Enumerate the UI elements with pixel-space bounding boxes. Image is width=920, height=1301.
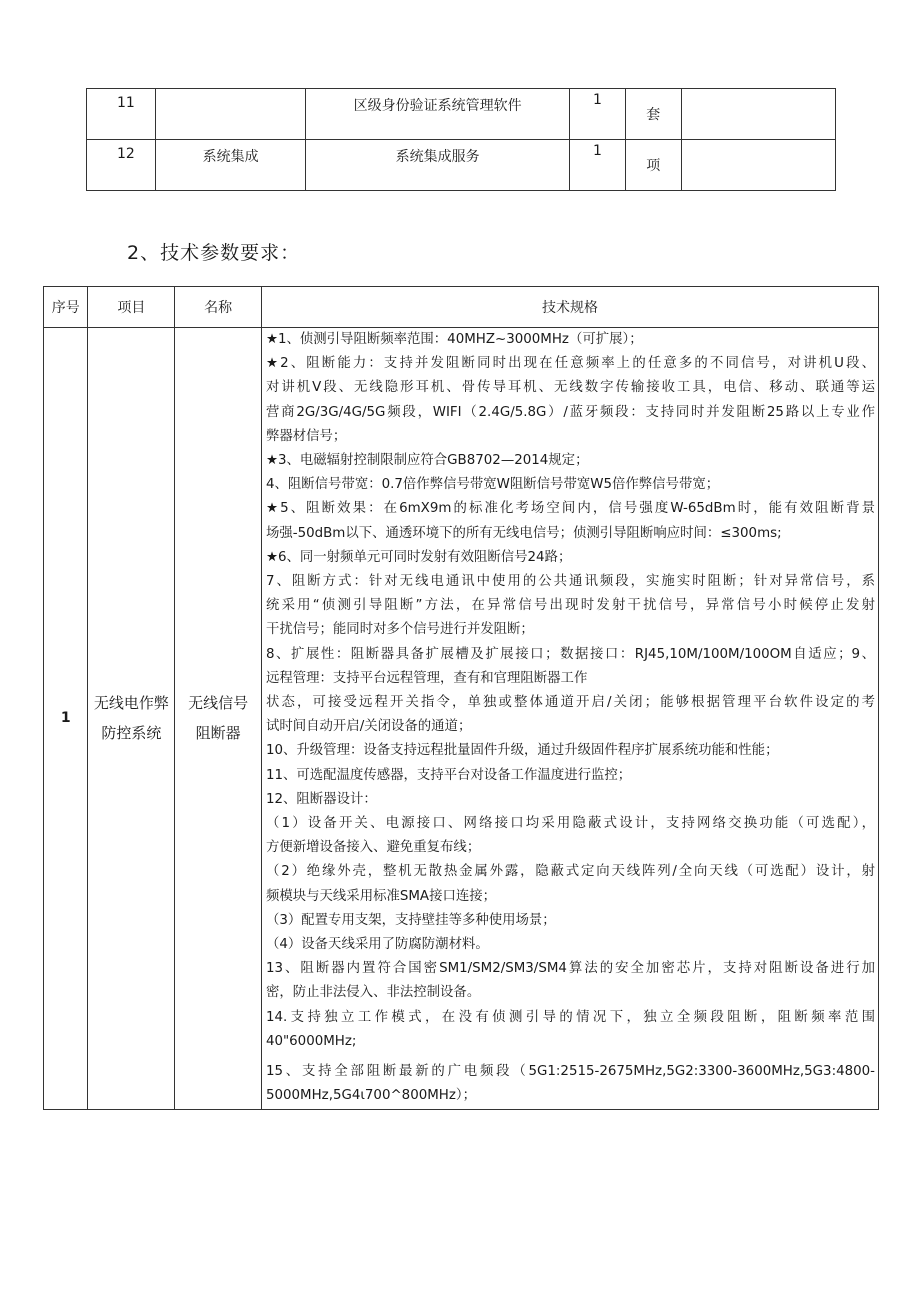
row-category: 系统集成: [155, 140, 305, 191]
spec-line: 10、升级管理：设备支持远程批量固件升级，通过升级固件程序扩展系统功能和性能；: [265, 743, 779, 759]
header-name: 名称: [175, 287, 262, 328]
spec-line: 试时间自动开启/关闭设备的通道；: [265, 719, 472, 735]
spec-line: ★1、侦测引导阻断频率范围：40MHZ~3000MHz（可扩展）；: [265, 332, 643, 347]
spec-line: （1）设备开关、电源接口、网络接口均采用隐蔽式设计，支持网络交换功能（可选配），: [265, 816, 875, 832]
row-remark: [681, 140, 835, 191]
spec-text: [261, 328, 878, 1110]
spec-line: 5000MHz,5G4ι700^800MHz）；: [265, 1088, 476, 1104]
table-header-row: [44, 287, 879, 328]
row-item-line: 防控系统: [101, 724, 162, 743]
row-seq: 1: [44, 328, 88, 1110]
row-number: 12: [87, 140, 156, 191]
row-unit: 套: [625, 89, 681, 140]
row-item-name: 系统集成服务: [306, 140, 570, 191]
spec-line: ★5、阻断效果：在6mX9m的标准化考场空间内，信号强度W-65dBm时，能有效阻断背景: [265, 501, 875, 517]
row-name-line: 阻断器: [195, 724, 241, 743]
row-remark: [681, 89, 835, 140]
spec-line: 状态，可接受远程开关指令，单独或整体通道开启/关闭；能够根据管理平台软件设定的考: [265, 695, 875, 711]
row-name-line: 无线信号: [188, 694, 249, 713]
table-row: [44, 328, 879, 1110]
spec-line: 统采用“侦测引导阻断”方法，在异常信号出现时发射干扰信号，异常信号小时候停止发射: [265, 598, 875, 614]
table-row: [87, 140, 836, 191]
row-quantity: 1: [570, 89, 626, 140]
spec-line: 8、扩展性：阻断器具备扩展槽及扩展接口；数据接口：RJ45,10M∕100M/100OM自适应；9、: [265, 646, 875, 662]
row-item: [88, 328, 175, 1110]
tech-spec-table: [43, 286, 879, 1110]
spec-line: （3）配置专用支架，支持壁挂等多种使用场景；: [265, 912, 556, 928]
row-unit: 项: [625, 140, 681, 191]
spec-line: ★2、阻断能力：支持并发阻断同时出现在任意频率上的任意多的不同信号，对讲机U段、: [265, 356, 875, 372]
spec-line: 对讲机V段、无线隐形耳机、骨传导耳机、无线数字传输接收工具，电信、移动、联通等运: [265, 380, 875, 396]
spec-line: （2）绝缘外壳，整机无散热金属外露，隐蔽式定向天线阵列/全向天线（可选配）设计，射: [265, 864, 875, 880]
spec-line: 14.支持独立工作模式，在没有侦测引导的情况下，独立全频段阻断，阻断频率范围: [265, 1009, 875, 1025]
spec-line: 场强-50dBm以下、通透环境下的所有无线电信号；侦测引导阻断响应时间：≤300ms;: [265, 525, 782, 541]
row-quantity: 1: [570, 140, 626, 191]
spec-line: 密，防止非法侵入、非法控制设备。: [265, 985, 481, 1001]
row-item-line: 无线电作弊: [93, 694, 169, 713]
spec-line: 40"6000MHz;: [265, 1033, 357, 1049]
procurement-list-table: [86, 88, 836, 191]
spec-line: 频模块与天线采用标准SMA接口连接；: [265, 888, 497, 904]
header-seq: 序号: [44, 287, 88, 328]
spec-line: （4）设备天线采用了防腐防潮材料。: [265, 937, 489, 953]
row-category: [155, 89, 305, 140]
row-name: [175, 328, 262, 1110]
spec-line: 方便新增设备接入、避免重复布线；: [265, 840, 481, 856]
spec-line: 12、阻断器设计：: [265, 791, 377, 807]
spec-line: 干扰信号；能同时对多个信号进行并发阻断；: [265, 622, 534, 638]
spec-line: 营商2G/3G/4G/5G频段，WIFI（2.4G∕5.8G）/蓝牙频段：支持同时并发阻断25路以上专业作: [265, 404, 875, 420]
spec-line: 11、可选配温度传感器，支持平台对设备工作温度进行监控；: [265, 767, 632, 783]
table-row: [87, 89, 836, 140]
header-item: 项目: [88, 287, 175, 328]
spec-line: ★3、电磁辐射控制限制应符合GB8702—2014规定；: [265, 453, 589, 469]
spec-line: 13、阻断器内置符合国密SM1/SM2/SM3/SM4算法的安全加密芯片，支持对阻断设备进行加: [265, 961, 875, 977]
spec-line: 远程管理：支持平台远程管理，查有和官理阻断器工作: [265, 670, 588, 686]
spec-line: 7、阻断方式：针对无线电通讯中使用的公共通讯频段，实施实时阻断；针对异常信号，系: [265, 574, 875, 590]
spec-line: 4、阻断信号带宽：0.7倍作弊信号带宽W阻断信号带宽W5倍作弊信号带宽；: [265, 477, 720, 493]
spec-line: ★6、同一射频单元可同时发射有效阻断信号24路；: [265, 549, 572, 565]
header-spec: 技术规格: [261, 287, 878, 328]
section-heading: 2、技术参数要求：: [127, 242, 301, 264]
row-item-name: 区级身份验证系统管理软件: [306, 89, 570, 140]
spec-line: 15、支持全部阻断最新的广电频段（5G1:2515-2675MHz,5G2:3300-3600MHz,5G3:4800-: [265, 1064, 875, 1080]
spec-line: 弊器材信号；: [265, 428, 347, 444]
row-number: 11: [87, 89, 156, 140]
